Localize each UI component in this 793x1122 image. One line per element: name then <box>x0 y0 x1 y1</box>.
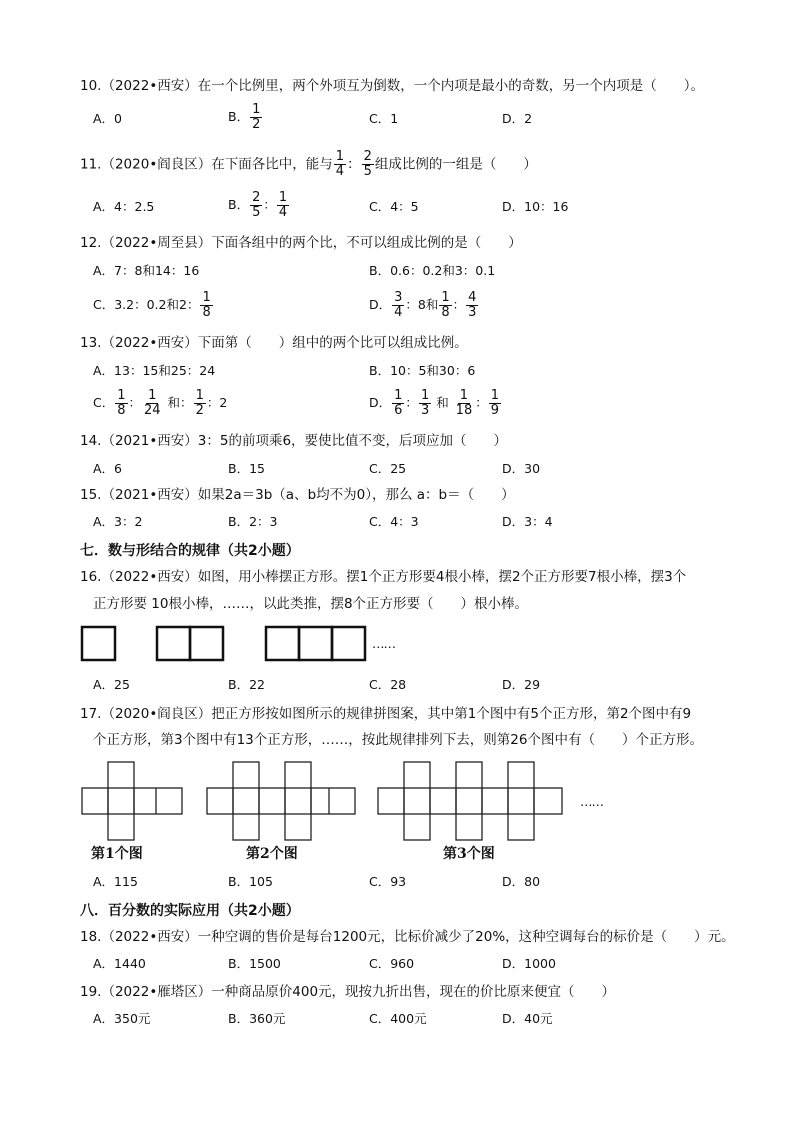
q18-option-a[interactable]: A．1440 <box>93 956 146 971</box>
q14-option-b[interactable]: B．15 <box>228 461 265 476</box>
q16-option-c[interactable]: C．28 <box>369 677 407 692</box>
q12-option-a[interactable]: A．7：8和14：16 <box>93 263 200 278</box>
q12-stem: 12.（2022•周至县）下面各组中的两个比，不可以组成比例的是（ ） <box>80 235 522 251</box>
q17-option-c[interactable]: C．93 <box>369 874 407 889</box>
fraction: $\frac{1}{2}$ <box>252 102 261 132</box>
q17-option-a[interactable]: A．115 <box>93 874 138 889</box>
q13-option-a[interactable]: A．13：15和25：24 <box>93 363 216 378</box>
q15-option-d[interactable]: D．3：4 <box>502 514 553 529</box>
q12-option-d[interactable]: D． $\frac{3}{4}$ ：8和 $\frac{1}{8}$ ： $\frac{4}{3}$ <box>369 290 477 320</box>
q18-stem: 18.（2022•西安）一种空调的售价是每台1200元，比标价减少了20%，这种空调每台的标价是（ ）元。 <box>80 929 735 945</box>
q18-option-b[interactable]: B．1500 <box>228 956 281 971</box>
q15-option-b[interactable]: B．2：3 <box>228 514 278 529</box>
q19-option-a[interactable]: A．350元 <box>93 1011 151 1026</box>
q10-option-a[interactable]: A．0 <box>93 111 123 126</box>
q17-stem-line2: 个正方形，第3个图中有13个正方形，……，按此规律排列下去，则第26个图中有（ ）个正方形。 <box>93 732 703 748</box>
q14-stem: 14.（2021•西安）3：5的前项乘6，要使比值不变，后项应加（ ） <box>80 433 508 449</box>
q12-option-c[interactable]: C．3.2：0.2和2： $\frac{1}{8}$ <box>93 290 211 320</box>
q19-option-b[interactable]: B．360元 <box>228 1011 286 1026</box>
q19-option-d[interactable]: D．40元 <box>502 1011 553 1026</box>
q13-option-b[interactable]: B．10：5和30：6 <box>369 363 476 378</box>
q17-option-d[interactable]: D．80 <box>502 874 541 889</box>
q17-caption-2: 第2个图 <box>246 846 298 862</box>
q15-option-c[interactable]: C．4：3 <box>369 514 419 529</box>
q16-option-d[interactable]: D．29 <box>502 677 541 692</box>
q12-option-b[interactable]: B．0.6：0.2和3：0.1 <box>369 263 496 278</box>
q15-option-a[interactable]: A．3：2 <box>93 514 143 529</box>
q11-option-b[interactable]: B． $\frac{2}{5}$ ： $\frac{1}{4}$ <box>228 190 288 220</box>
q11-stem: 11.（2020•阎良区）在下面各比中，能与 $\frac{1}{4}$ ： $\frac{2}{5}$ 组成比例的一组是（ ） <box>80 149 537 179</box>
q16-option-a[interactable]: A．25 <box>93 677 130 692</box>
q10-option-c[interactable]: C．1 <box>369 111 399 126</box>
q17-caption-3: 第3个图 <box>443 846 495 862</box>
q13-stem: 13.（2022•西安）下面第（ ）组中的两个比可以组成比例。 <box>80 335 468 351</box>
figure-1 <box>82 762 182 840</box>
q14-option-a[interactable]: A．6 <box>93 461 123 476</box>
q17-ellipsis: …… <box>580 794 603 809</box>
q15-stem: 15.（2021•西安）如果2a＝3b（a、b均不为0），那么 a：b＝（ ） <box>80 487 515 503</box>
q19-stem: 19.（2022•雁塔区）一种商品原价400元，现按九折出售，现在的价比原来便宜（ ） <box>80 984 616 1000</box>
q10-option-d[interactable]: D．2 <box>502 111 533 126</box>
section-title-8: 八．百分数的实际应用（共2小题） <box>80 903 300 919</box>
q16-stem-line1: 16.（2022•西安）如图，用小棒摆正方形。摆1个正方形要4根小棒，摆2个正方形要7根小棒，摆3个 <box>80 569 687 585</box>
q10-stem: 10.（2022•西安）在一个比例里，两个外项互为倒数，一个内项是最小的奇数，另一个内项是（ ）。 <box>80 78 705 94</box>
q14-option-d[interactable]: D．30 <box>502 461 541 476</box>
q13-option-c[interactable]: C． $\frac{1}{8}$ ： $\frac{1}{24}$ 和： $\frac{1}{2}$ ：2 <box>93 388 228 418</box>
figure-2 <box>207 762 355 840</box>
q16-option-b[interactable]: B．22 <box>228 677 265 692</box>
q17-stem-line1: 17.（2020•阎良区）把正方形按如图所示的规律拼图案，其中第1个图中有5个正方形，第2个图中有9 <box>80 706 692 722</box>
q13-option-d[interactable]: D． $\frac{1}{6}$ ： $\frac{1}{3}$ 和 $\frac{1}{18}$ ： $\frac{1}{9}$ <box>369 388 500 418</box>
q11-option-a[interactable]: A．4：2.5 <box>93 199 155 214</box>
q11-option-d[interactable]: D．10：16 <box>502 199 569 214</box>
q14-option-c[interactable]: C．25 <box>369 461 407 476</box>
q16-ellipsis: …… <box>372 636 395 651</box>
q16-stem-line2: 正方形要 10根小棒，……，以此类推，摆8个正方形要（ ）根小棒。 <box>93 596 529 612</box>
q11-option-c[interactable]: C．4：5 <box>369 199 419 214</box>
section-title-7: 七．数与形结合的规律（共2小题） <box>80 543 300 559</box>
q17-option-b[interactable]: B．105 <box>228 874 273 889</box>
option-b-prefix: B． <box>228 109 250 124</box>
q18-option-d[interactable]: D．1000 <box>502 956 556 971</box>
figure-3 <box>378 762 562 840</box>
q17-caption-1: 第1个图 <box>91 846 143 862</box>
q18-option-c[interactable]: C．960 <box>369 956 415 971</box>
q19-option-c[interactable]: C．400元 <box>369 1011 427 1026</box>
